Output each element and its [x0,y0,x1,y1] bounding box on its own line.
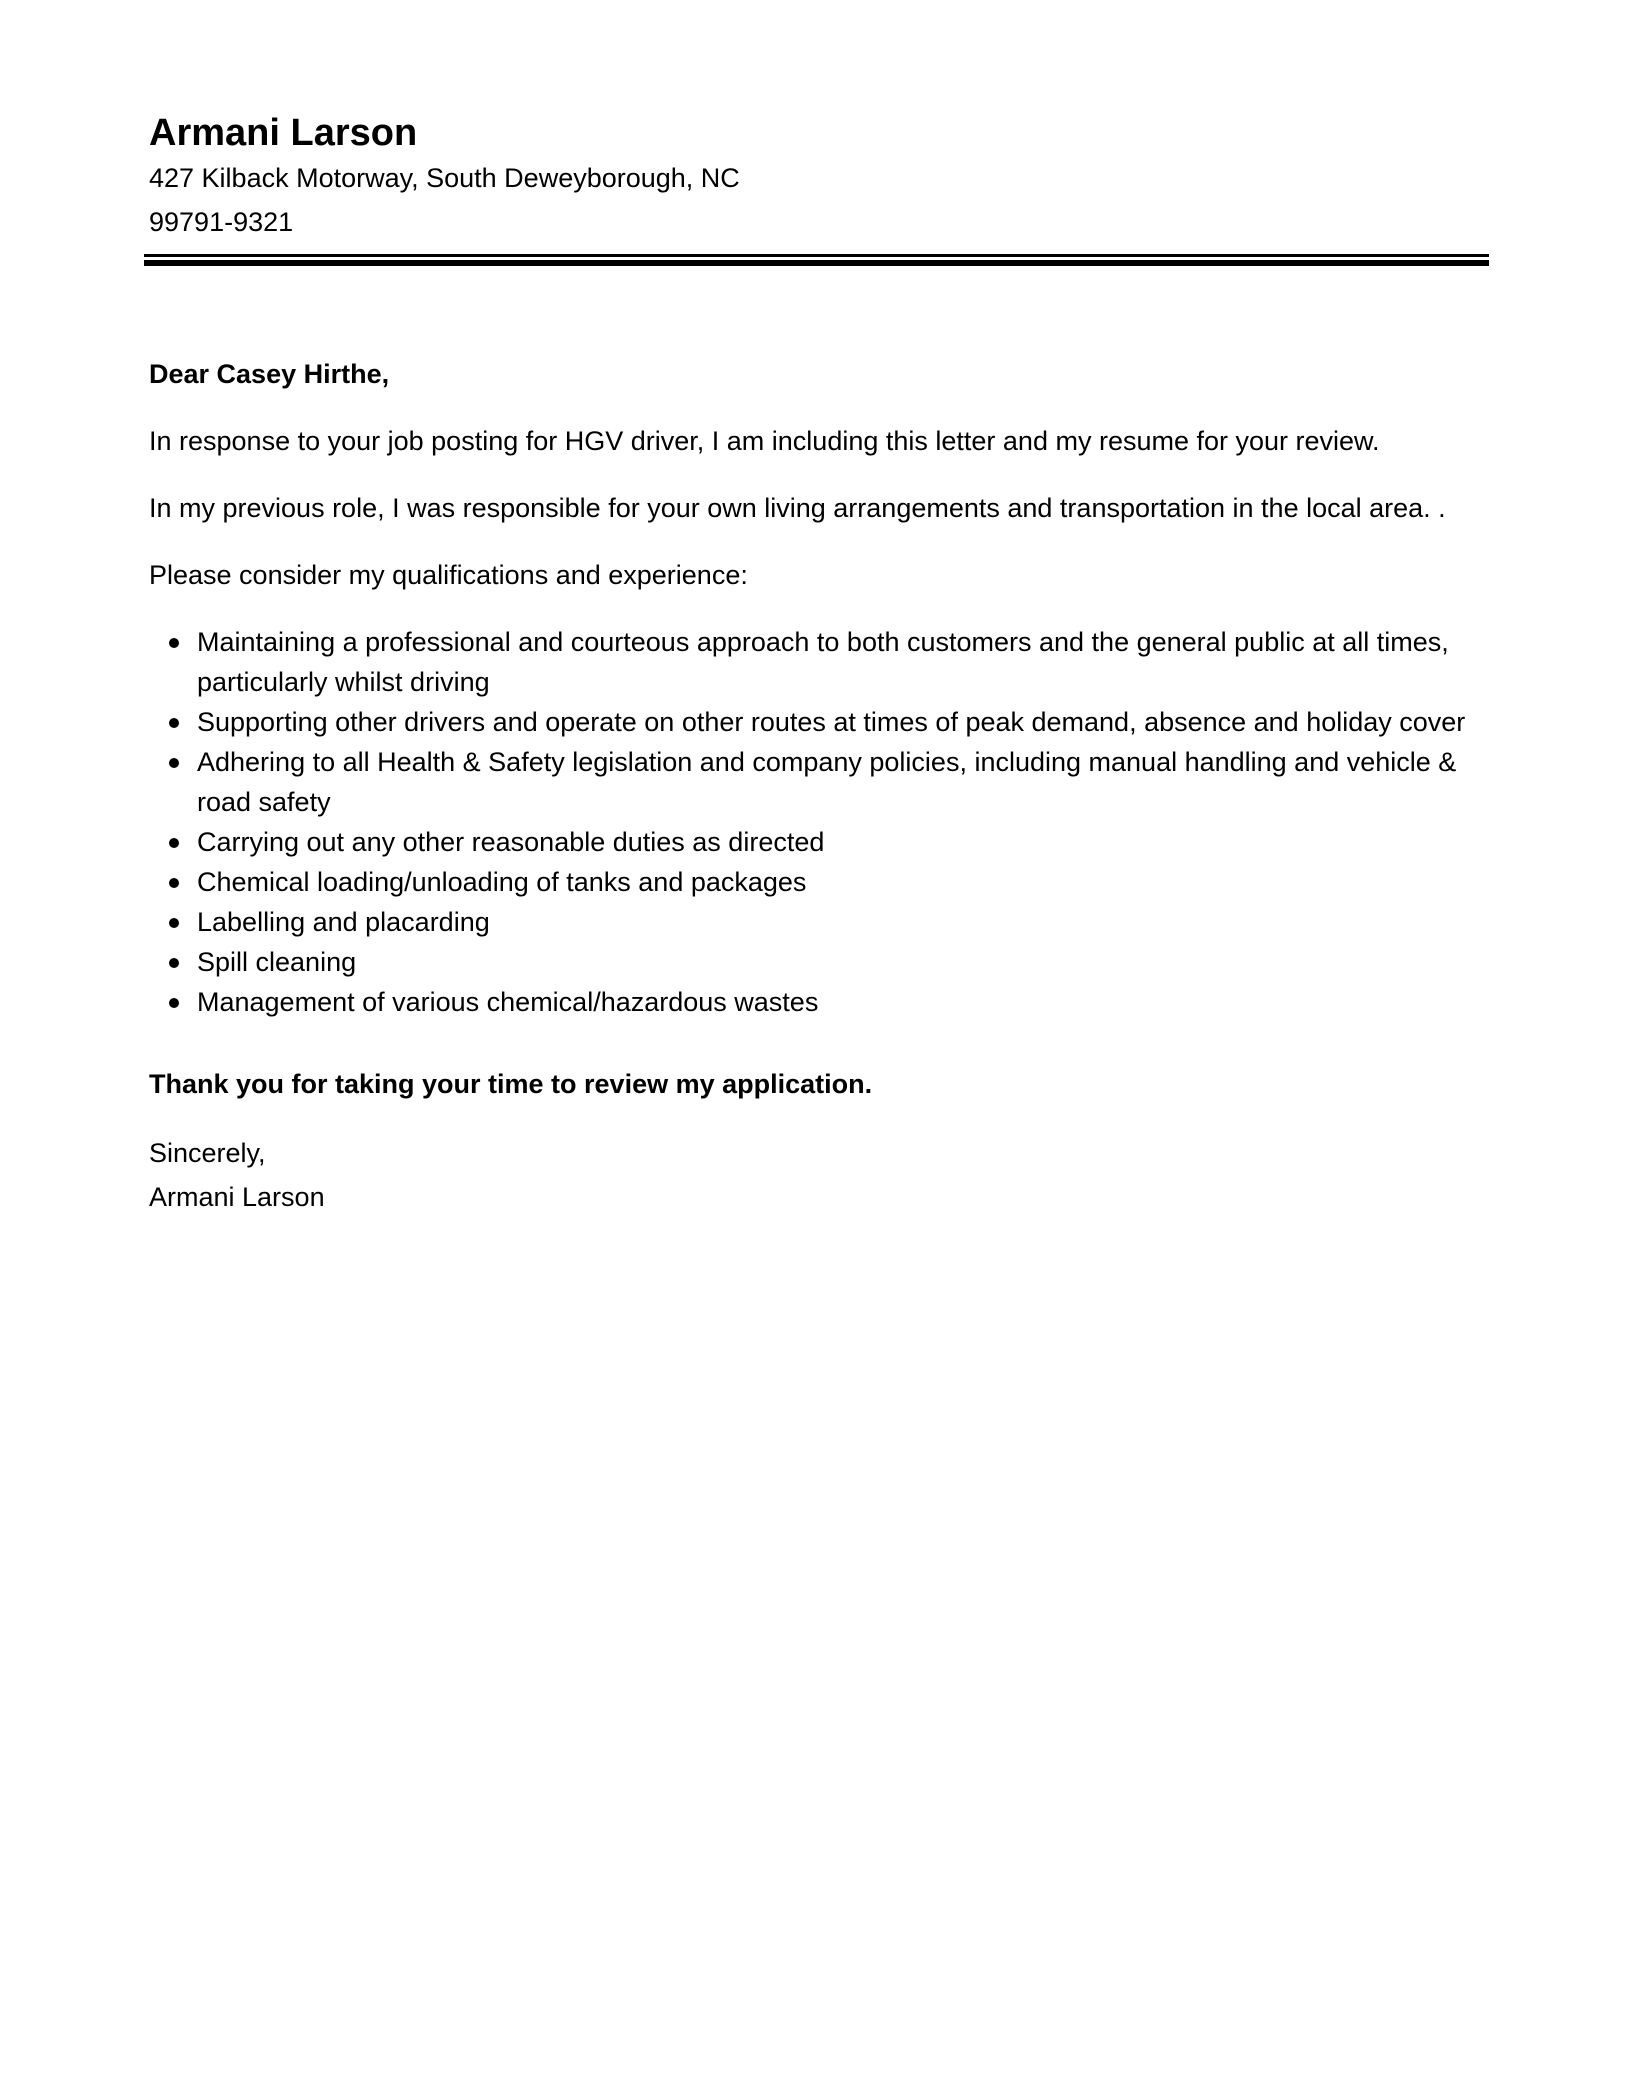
list-item [149,622,1494,702]
bullet-icon [169,998,179,1008]
sender-address: 427 Kilback Motorway, South Deweyborough, NC 99791-9321 [149,163,740,237]
bullet-icon [169,638,179,648]
valediction: Sincerely, [149,1138,266,1168]
list-item [149,702,1494,742]
list-item [149,862,1494,902]
bullet-icon [169,918,179,928]
paragraph-qualifications-lead: Please consider my qualifications and experience: [149,560,748,590]
bullet-icon [169,958,179,968]
bullet-icon [169,758,179,768]
list-item-text: Labelling and placarding [197,907,490,937]
list-item [149,822,1494,862]
list-item-text: Adhering to all Health & Safety legislation and company policies, including manual handling and vehicle & road safety [197,747,1457,817]
list-item-text: Maintaining a professional and courteous approach to both customers and the general public at all times, particularly whilst driving [197,627,1449,697]
header-divider-thick [144,260,1489,266]
bullet-icon [169,878,179,888]
closing-line: Thank you for taking your time to review my application. [149,1069,873,1099]
paragraph-previous-role: In my previous role, I was responsible for your own living arrangements and transportation in the local area. . [149,493,1446,523]
list-item [149,982,1494,1022]
sender-name: Armani Larson [149,112,418,154]
bullet-icon [169,838,179,848]
signoff-block [149,1131,1494,1219]
header-divider-thin [144,254,1489,257]
list-item-text: Supporting other drivers and operate on other routes at times of peak demand, absence and holiday cover [197,707,1466,737]
paragraph-intro: In response to your job posting for HGV driver, I am including this letter and my resume for your review. [149,426,1380,456]
signature-name: Armani Larson [149,1182,325,1212]
list-item [149,742,1494,822]
greeting: Dear Casey Hirthe, [149,359,390,389]
list-item-text: Spill cleaning [197,947,357,977]
bullet-icon [169,718,179,728]
list-item-text: Chemical loading/unloading of tanks and packages [197,867,807,897]
list-item-text: Management of various chemical/hazardous wastes [197,987,819,1017]
qualifications-list [149,622,1494,1022]
list-item [149,942,1494,982]
list-item [149,902,1494,942]
list-item-text: Carrying out any other reasonable duties as directed [197,827,825,857]
letter-page [149,110,1494,1219]
